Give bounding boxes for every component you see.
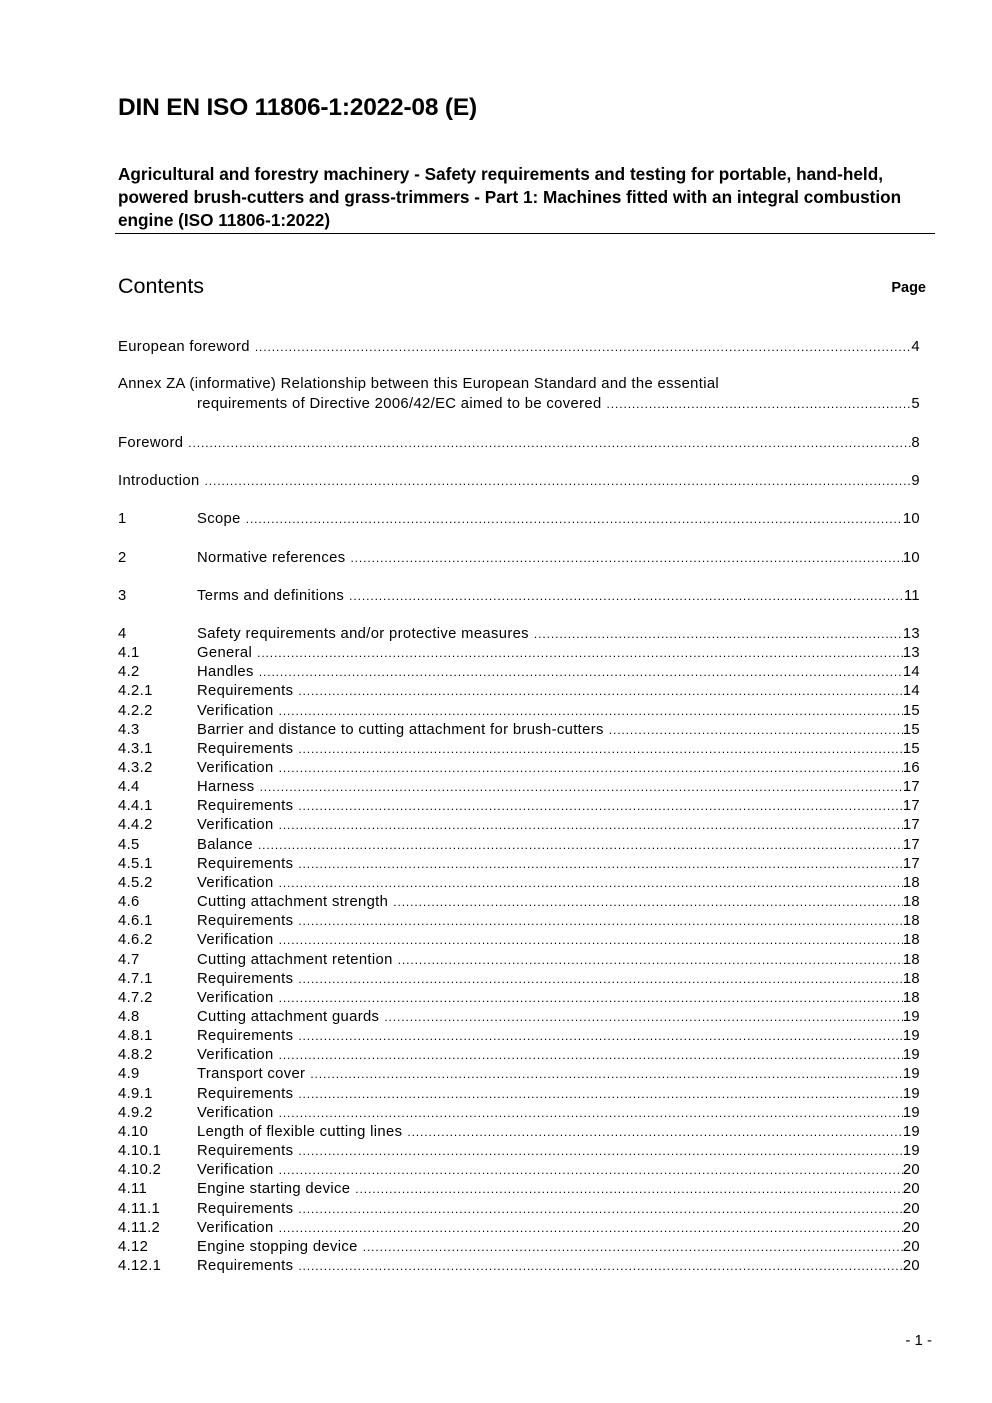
toc-entry-title: Scope xyxy=(197,511,241,527)
dot-leader xyxy=(279,704,903,718)
toc-entry-number: 4.6.1 xyxy=(118,913,153,929)
toc-entry-title: Requirements xyxy=(197,856,294,872)
toc-entry-title: Engine stopping device xyxy=(197,1239,358,1255)
dot-leader xyxy=(298,1087,903,1101)
toc-entry-page: 13 xyxy=(902,626,920,642)
toc-entry-title: Introduction xyxy=(118,473,200,489)
dot-leader xyxy=(350,551,902,565)
toc-entry-title: Verification xyxy=(197,703,274,719)
toc-entry[interactable] xyxy=(118,875,920,894)
toc-entry[interactable] xyxy=(118,798,920,817)
dot-leader xyxy=(255,340,912,354)
toc-entry[interactable] xyxy=(118,913,920,932)
toc-entry[interactable] xyxy=(118,952,920,971)
toc-entry[interactable] xyxy=(118,1086,920,1105)
toc-entry-page: 14 xyxy=(902,683,920,699)
dot-leader xyxy=(259,665,903,679)
contents-heading: Contents xyxy=(118,274,205,298)
toc-entry[interactable] xyxy=(118,683,920,702)
dot-leader xyxy=(310,1067,903,1081)
dot-leader xyxy=(298,857,903,871)
toc-entry-page: 18 xyxy=(902,971,920,987)
toc-entry-number: 4.3.1 xyxy=(118,741,153,757)
page-column-heading: Page xyxy=(891,280,926,296)
toc-entry-page: 19 xyxy=(902,1143,920,1159)
dot-leader xyxy=(279,818,903,832)
toc-entry-title: Verification xyxy=(197,1220,274,1236)
dot-leader xyxy=(298,684,903,698)
toc-entry[interactable] xyxy=(118,1047,920,1066)
toc-entry-page: 17 xyxy=(902,817,920,833)
toc-entry[interactable] xyxy=(118,1009,920,1028)
toc-entry-number: 4.2.1 xyxy=(118,683,153,699)
toc-entry-number: 4.12 xyxy=(118,1239,149,1255)
dot-leader xyxy=(607,397,912,411)
toc-entry-number: 1 xyxy=(118,511,127,527)
dot-leader xyxy=(279,1106,903,1120)
toc-entry-page: 17 xyxy=(902,837,920,853)
dot-leader xyxy=(298,1202,903,1216)
toc-entry-page: 18 xyxy=(902,932,920,948)
toc-entry[interactable] xyxy=(118,1162,920,1181)
toc-entry-number: 2 xyxy=(118,550,127,566)
toc-entry-title: Terms and definitions xyxy=(197,588,345,604)
toc-entry-title: Normative references xyxy=(197,550,346,566)
toc-entry-number: 4.11.1 xyxy=(118,1201,161,1217)
toc-entry-page: 17 xyxy=(902,798,920,814)
dot-leader xyxy=(349,589,904,603)
toc-entry-page: 18 xyxy=(902,952,920,968)
toc-entry[interactable] xyxy=(118,1201,920,1220)
dot-leader xyxy=(298,742,903,756)
toc-entry-annex-za-line1[interactable]: Annex ZA (informative) Relationship between this European Standard and the essential xyxy=(118,376,720,392)
toc-entry-number: 4.5 xyxy=(118,837,140,853)
toc-entry[interactable] xyxy=(118,856,920,875)
toc-entry[interactable] xyxy=(118,1028,920,1047)
dot-leader xyxy=(279,933,903,947)
dot-leader xyxy=(398,953,903,967)
toc-entry-page: 5 xyxy=(911,396,920,412)
toc-entry-title: Requirements xyxy=(197,913,294,929)
dot-leader xyxy=(298,1144,903,1158)
toc-entry-number: 4.8 xyxy=(118,1009,140,1025)
document-title: Agricultural and forestry machinery - Safety requirements and testing for portable, hand-held, powered brush-cutters and grass-trimmers - Part 1: Machines fitted with an integral combustion engine (ISO 11806-1:2022) xyxy=(118,164,902,230)
toc-entry-title: Verification xyxy=(197,990,274,1006)
toc-entry-title: Requirements xyxy=(197,741,294,757)
toc-entry[interactable] xyxy=(118,817,920,836)
toc-entry[interactable] xyxy=(118,1239,920,1258)
dot-leader xyxy=(279,1221,903,1235)
toc-entry-foreword[interactable] xyxy=(118,435,920,454)
dot-leader xyxy=(298,972,903,986)
toc-entry-page: 19 xyxy=(902,1086,920,1102)
toc-entry-page: 8 xyxy=(911,435,920,451)
toc-entry[interactable] xyxy=(118,837,920,856)
toc-entry-page: 18 xyxy=(902,990,920,1006)
toc-entry-page: 15 xyxy=(902,741,920,757)
dot-leader xyxy=(279,876,903,890)
toc-entry[interactable] xyxy=(118,1124,920,1143)
toc-entry[interactable] xyxy=(118,550,920,569)
toc-entry-page: 9 xyxy=(911,473,920,489)
toc-entry-title: Verification xyxy=(197,1162,274,1178)
toc-entry-european-foreword[interactable] xyxy=(118,339,920,358)
toc-entry[interactable] xyxy=(118,1143,920,1162)
dot-leader xyxy=(609,723,903,737)
toc-entry-page: 14 xyxy=(902,664,920,680)
toc-entry-number: 4.10.1 xyxy=(118,1143,162,1159)
toc-entry[interactable] xyxy=(118,1220,920,1239)
page-number: - 1 - xyxy=(905,1332,932,1349)
toc-entry-page: 20 xyxy=(902,1239,920,1255)
toc-entry-title: Verification xyxy=(197,1047,274,1063)
toc-entry-number: 4.3.2 xyxy=(118,760,153,776)
toc-entry[interactable] xyxy=(118,1258,920,1277)
toc-entry-number: 4.2 xyxy=(118,664,140,680)
toc-entry[interactable] xyxy=(118,779,920,798)
dot-leader xyxy=(279,1163,903,1177)
toc-entry[interactable] xyxy=(118,971,920,990)
toc-entry-page: 4 xyxy=(911,339,920,355)
toc-entry-number: 3 xyxy=(118,588,127,604)
dot-leader xyxy=(257,646,903,660)
toc-entry[interactable] xyxy=(118,741,920,760)
toc-entry-title: Requirements xyxy=(197,1258,294,1274)
toc-entry-page: 13 xyxy=(902,645,920,661)
toc-entry-number: 4.8.2 xyxy=(118,1047,153,1063)
dot-leader xyxy=(534,627,903,641)
toc-entry-title: Cutting attachment guards xyxy=(197,1009,380,1025)
toc-entry-page: 19 xyxy=(902,1124,920,1140)
dot-leader xyxy=(279,991,903,1005)
toc-entry-title: Verification xyxy=(197,817,274,833)
toc-entry-title: requirements of Directive 2006/42/EC aimed to be covered xyxy=(197,396,602,412)
toc-entry[interactable] xyxy=(118,664,920,683)
toc-entry-title: Verification xyxy=(197,875,274,891)
toc-entry-number: 4.7.2 xyxy=(118,990,153,1006)
dot-leader xyxy=(298,914,903,928)
dot-leader xyxy=(384,1010,903,1024)
toc-entry-page: 18 xyxy=(902,894,920,910)
toc-entry-title: Safety requirements and/or protective measures xyxy=(197,626,529,642)
toc-entry-page: 18 xyxy=(902,913,920,929)
toc-entry[interactable] xyxy=(118,703,920,722)
toc-entry-number: 4.8.1 xyxy=(118,1028,153,1044)
toc-entry-title: Requirements xyxy=(197,683,294,699)
toc-entry-number: 4.9.1 xyxy=(118,1086,153,1102)
toc-entry-page: 10 xyxy=(902,511,920,527)
toc-entry-title: Barrier and distance to cutting attachment for brush-cutters xyxy=(197,722,604,738)
toc-entry-title: Transport cover xyxy=(197,1066,306,1082)
toc-entry-number: 4.6.2 xyxy=(118,932,153,948)
toc-entry-page: 20 xyxy=(902,1201,920,1217)
toc-entry-page: 17 xyxy=(902,779,920,795)
toc-entry-title: Cutting attachment strength xyxy=(197,894,389,910)
toc-entry-title: Requirements xyxy=(197,971,294,987)
toc-entry-page: 16 xyxy=(902,760,920,776)
toc-entry-page: 19 xyxy=(902,1066,920,1082)
toc-entry-number: 4.6 xyxy=(118,894,140,910)
toc-entry-title: Requirements xyxy=(197,1028,294,1044)
toc-entry-page: 20 xyxy=(902,1181,920,1197)
toc-entry-page: 19 xyxy=(902,1028,920,1044)
toc-entry-title: Requirements xyxy=(197,1086,294,1102)
dot-leader xyxy=(298,1029,903,1043)
toc-entry-title: Verification xyxy=(197,760,274,776)
toc-entry-number: 4.10.2 xyxy=(118,1162,162,1178)
toc-entry[interactable] xyxy=(118,932,920,951)
toc-entry-number: 4.4.2 xyxy=(118,817,153,833)
toc-entry[interactable] xyxy=(118,1181,920,1200)
toc-entry-page: 18 xyxy=(902,875,920,891)
toc-entry-page: 19 xyxy=(902,1105,920,1121)
toc-entry-number: 4.3 xyxy=(118,722,140,738)
toc-entry-title: Requirements xyxy=(197,798,294,814)
toc-entry-page: 11 xyxy=(903,588,920,604)
toc-entry-page: 10 xyxy=(902,550,920,566)
dot-leader xyxy=(279,761,903,775)
dot-leader xyxy=(363,1240,903,1254)
toc-entry[interactable] xyxy=(118,1066,920,1085)
dot-leader xyxy=(246,512,903,526)
toc-entry-title: General xyxy=(197,645,253,661)
toc-entry-number: 4.4 xyxy=(118,779,140,795)
toc-entry-title: Requirements xyxy=(197,1201,294,1217)
toc-entry-introduction[interactable] xyxy=(118,473,920,492)
toc-entry[interactable] xyxy=(118,588,920,607)
dot-leader xyxy=(393,895,903,909)
toc-entry-annex-za[interactable] xyxy=(118,396,920,415)
toc-entry[interactable] xyxy=(118,894,920,913)
dot-leader xyxy=(260,780,903,794)
dot-leader xyxy=(258,838,903,852)
toc-entry[interactable] xyxy=(118,990,920,1009)
toc-entry[interactable] xyxy=(118,511,920,530)
toc-entry-title: Verification xyxy=(197,1105,274,1121)
toc-entry-number: 4.11.2 xyxy=(118,1220,161,1236)
toc-entry-page: 15 xyxy=(902,703,920,719)
toc-entry-title: Foreword xyxy=(118,435,184,451)
dot-leader xyxy=(205,474,912,488)
toc-entry-page: 20 xyxy=(902,1162,920,1178)
toc-entry-number: 4 xyxy=(118,626,127,642)
toc-entry-number: 4.2.2 xyxy=(118,703,153,719)
toc-entry-title: Cutting attachment retention xyxy=(197,952,393,968)
toc-entry-page: 19 xyxy=(902,1047,920,1063)
dot-leader xyxy=(355,1182,903,1196)
toc-entry-number: 4.11 xyxy=(118,1181,148,1197)
toc-entry-number: 4.7 xyxy=(118,952,140,968)
dot-leader xyxy=(188,436,911,450)
toc-entry-number: 4.12.1 xyxy=(118,1258,162,1274)
dot-leader xyxy=(298,1259,903,1273)
dot-leader xyxy=(407,1125,902,1139)
toc-entry[interactable] xyxy=(118,645,920,664)
toc-entry-title: Harness xyxy=(197,779,255,795)
toc-entry[interactable] xyxy=(118,722,920,741)
toc-entry-page: 15 xyxy=(902,722,920,738)
toc-entry-number: 4.9.2 xyxy=(118,1105,153,1121)
toc-entry-title: Length of flexible cutting lines xyxy=(197,1124,403,1140)
dot-leader xyxy=(279,1048,903,1062)
toc-entry-title: Verification xyxy=(197,932,274,948)
toc-entry[interactable] xyxy=(118,760,920,779)
toc-entry-title: Handles xyxy=(197,664,254,680)
toc-entry-title: Balance xyxy=(197,837,253,853)
title-divider xyxy=(115,233,935,234)
toc-entry-number: 4.4.1 xyxy=(118,798,153,814)
toc-entry-title: European foreword xyxy=(118,339,250,355)
toc-entry-page: 19 xyxy=(902,1009,920,1025)
toc-entry[interactable] xyxy=(118,1105,920,1124)
toc-entry-number: 4.1 xyxy=(118,645,140,661)
toc-entry-title: Requirements xyxy=(197,1143,294,1159)
toc-entry-page: 20 xyxy=(902,1220,920,1236)
toc-entry-number: 4.10 xyxy=(118,1124,149,1140)
toc-entry-number: 4.9 xyxy=(118,1066,140,1082)
toc-entry-page: 20 xyxy=(902,1258,920,1274)
toc-entry-page: 17 xyxy=(902,856,920,872)
toc-entry-number: 4.5.1 xyxy=(118,856,153,872)
toc-entry-number: 4.5.2 xyxy=(118,875,153,891)
dot-leader xyxy=(298,799,903,813)
document-id: DIN EN ISO 11806-1:2022-08 (E) xyxy=(118,94,477,121)
toc-entry[interactable] xyxy=(118,626,920,645)
toc-entry-number: 4.7.1 xyxy=(118,971,153,987)
toc-entry-title: Engine starting device xyxy=(197,1181,351,1197)
